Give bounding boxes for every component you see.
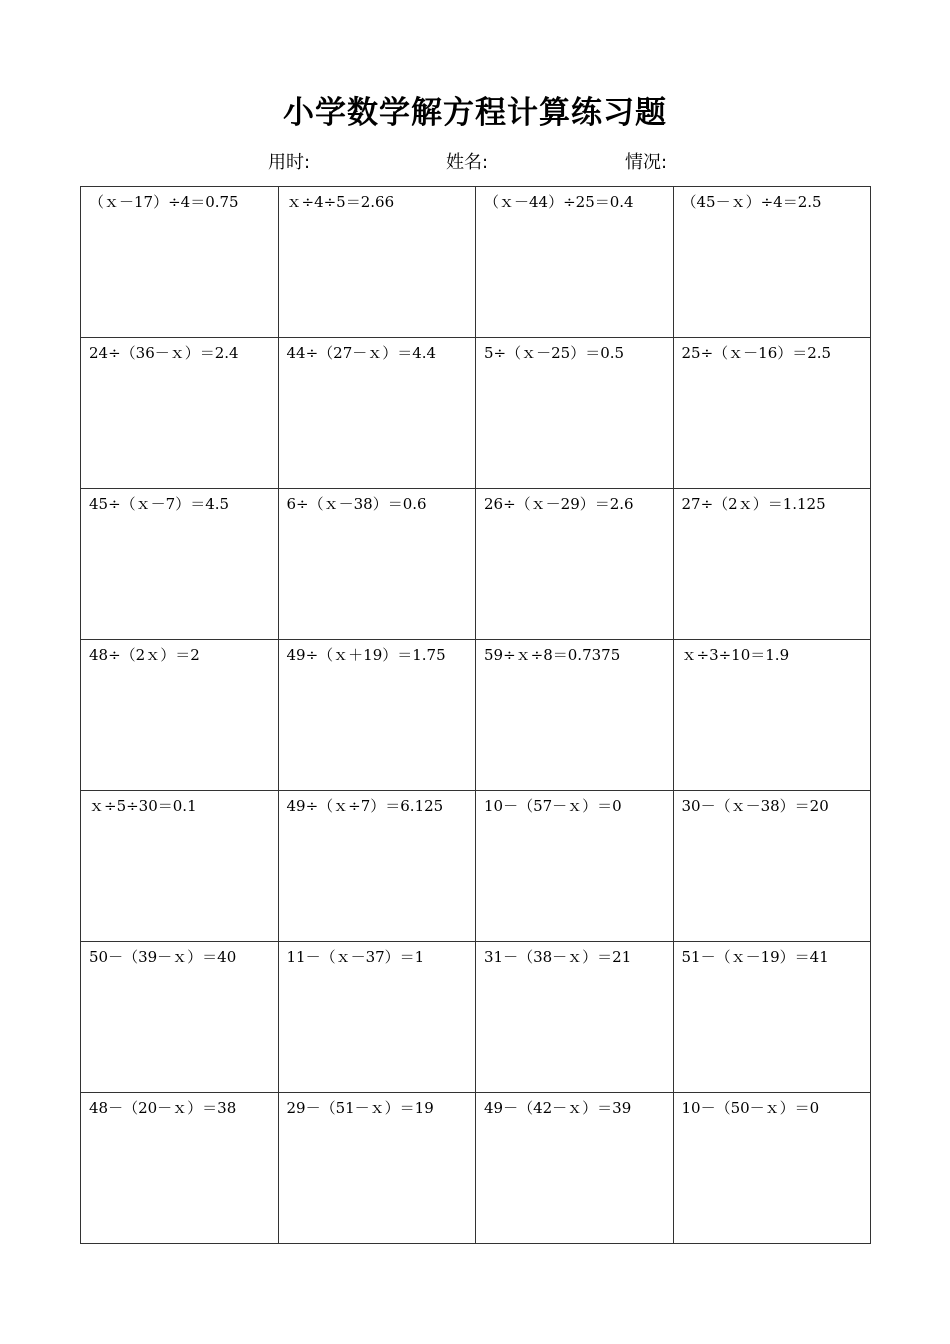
problem-text: 24÷（36－ｘ）＝2.4 xyxy=(89,344,239,362)
problem-cell xyxy=(476,942,674,1093)
problem-text: 11－（ｘ－37）＝1 xyxy=(286,948,425,966)
problem-row xyxy=(81,640,871,791)
problem-text: （ｘ－44）÷25＝0.4 xyxy=(484,193,634,211)
problem-text: 50－（39－ｘ）＝40 xyxy=(89,948,237,966)
problem-text: 49÷（ｘ＋19）＝1.75 xyxy=(286,646,446,664)
problem-cell xyxy=(278,942,476,1093)
problem-text: 49－（42－ｘ）＝39 xyxy=(484,1099,632,1117)
problem-text: ｘ÷4÷5＝2.66 xyxy=(286,193,395,211)
status-label: 情况: xyxy=(625,152,668,173)
problem-cell xyxy=(81,187,279,338)
problem-text: 6÷（ｘ－38）＝0.6 xyxy=(286,495,427,513)
problem-row xyxy=(81,489,871,640)
problem-cell xyxy=(673,640,871,791)
problem-cell xyxy=(476,187,674,338)
problem-cell xyxy=(673,187,871,338)
problem-text: 5÷（ｘ－25）＝0.5 xyxy=(484,344,625,362)
problem-cell xyxy=(476,640,674,791)
problem-cell xyxy=(81,942,279,1093)
problem-text: 30－（ｘ－38）＝20 xyxy=(681,797,829,815)
problem-text: 27÷（2ｘ）＝1.125 xyxy=(681,495,826,513)
problem-cell xyxy=(278,1093,476,1244)
problem-text: 31－（38－ｘ）＝21 xyxy=(484,948,632,966)
problem-text: 45÷（ｘ－7）＝4.5 xyxy=(89,495,230,513)
problem-cell xyxy=(673,942,871,1093)
problem-text: 44÷（27－ｘ）＝4.4 xyxy=(286,344,437,362)
page-title: 小学数学解方程计算练习题 xyxy=(283,95,667,131)
problem-cell xyxy=(278,187,476,338)
problem-cell xyxy=(278,489,476,640)
problem-text: 10－（57－ｘ）＝0 xyxy=(484,797,622,815)
name-label: 姓名: xyxy=(446,152,489,173)
problem-text: 26÷（ｘ－29）＝2.6 xyxy=(484,495,634,513)
problem-cell xyxy=(673,338,871,489)
problem-cell xyxy=(673,489,871,640)
problem-cell xyxy=(673,1093,871,1244)
problem-cell xyxy=(81,338,279,489)
problem-text: ｘ÷5÷30＝0.1 xyxy=(89,797,197,815)
problem-text: ｘ÷3÷10＝1.9 xyxy=(681,646,790,664)
problem-row xyxy=(81,942,871,1093)
problem-text: 48÷（2ｘ）＝2 xyxy=(89,646,200,664)
problem-text: 29－（51－ｘ）＝19 xyxy=(286,1099,434,1117)
problem-cell xyxy=(81,1093,279,1244)
problem-cell xyxy=(476,1093,674,1244)
problem-row xyxy=(81,187,871,338)
problem-cell xyxy=(476,338,674,489)
problem-cell xyxy=(476,791,674,942)
problem-text: 59÷ｘ÷8＝0.7375 xyxy=(484,646,621,664)
problem-row xyxy=(81,791,871,942)
problem-cell xyxy=(278,338,476,489)
problem-text: （ｘ－17）÷4＝0.75 xyxy=(89,193,239,211)
problem-cell xyxy=(673,791,871,942)
problem-text: 48－（20－ｘ）＝38 xyxy=(89,1099,237,1117)
problem-text: 49÷（ｘ÷7）＝6.125 xyxy=(286,797,444,815)
problem-text: 10－（50－ｘ）＝0 xyxy=(681,1099,820,1117)
problem-cell xyxy=(81,489,279,640)
problem-grid xyxy=(80,186,871,1244)
problem-text: （45－ｘ）÷4＝2.5 xyxy=(681,193,822,211)
problem-row xyxy=(81,1093,871,1244)
problem-cell xyxy=(81,640,279,791)
problem-cell xyxy=(81,791,279,942)
problem-cell xyxy=(476,489,674,640)
info-row xyxy=(0,150,950,176)
problem-text: 51－（ｘ－19）＝41 xyxy=(681,948,829,966)
problem-cell xyxy=(278,791,476,942)
problem-cell xyxy=(278,640,476,791)
problem-row xyxy=(81,338,871,489)
time-label: 用时: xyxy=(268,152,311,173)
problem-text: 25÷（ｘ－16）＝2.5 xyxy=(681,344,832,362)
